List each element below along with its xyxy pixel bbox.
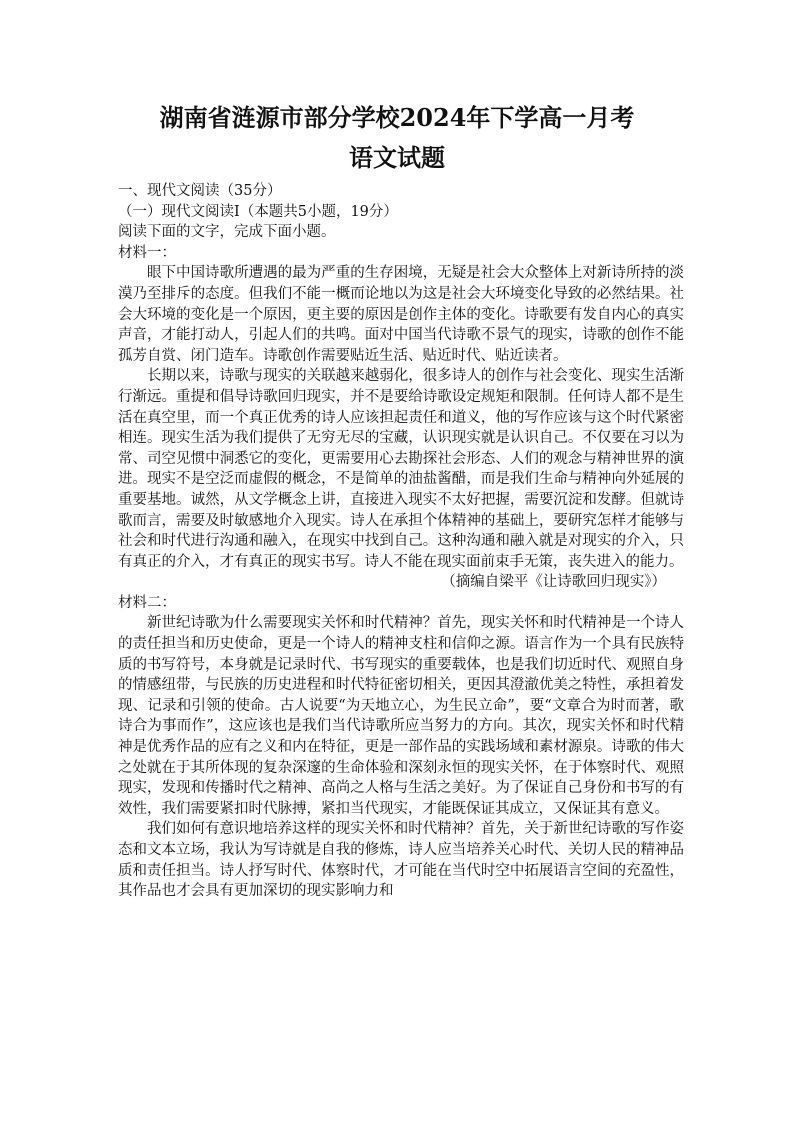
exam-content xyxy=(118,181,684,902)
reading-instruction: 阅读下面的文字，完成下面小题。 xyxy=(118,224,336,241)
subsection-heading: （一）现代文阅读Ⅰ（本题共5小题，19分） xyxy=(118,203,398,220)
exam-title: 湖南省涟源市部分学校2024年下学高一月考 xyxy=(159,103,635,132)
material-paragraph: 新世纪诗歌为什么需要现实关怀和时代精神？首先，现实关怀和时代精神是一个诗人的责任担当和历史使命，更是一个诗人的精神支柱和信仰之源。语言作为一个具有民族特质的书写符号，本身就是记录时代、书写现实的重要载体，也是我们切近时代、观照自身的情感纽带，与民族的历史进程和时代特征密切相关，更因其澄澈优美之特性，承担着发现、记录和引领的使命。古人说要“为天地立心，为生民立命”，要“文章合为时而著，歌诗合为事而作”，这应该也是我们当代诗歌所应当努力的方向。其次，现实关怀和时代精神是优秀作品的应有之义和内在特征，更是一部作品的实践场域和素材源泉。诗歌的伟大之处就在于其所体现的复杂深邃的生命体验和深刻永恒的现实关怀，在于体察时代、观照现实，发现和传播时代之精神、高尚之人格与生活之美好。为了保证自己身份和书写的有效性，我们需要紧扣时代脉搏，紧扣当代现实，才能既保证其成立，又保证其有意义。 xyxy=(118,615,684,817)
material-paragraph: 我们如何有意识地培养这样的现实关怀和时代精神？首先，关于新世纪诗歌的写作姿态和文本立场，我认为写诗就是自我的修炼，诗人应当培养关心时代、关切人民的精神品质和责任担当。诗人抒写时代、体察时代，才可能在当代时空中拓展语言空间的充盈性，其作品也才会具有更加深切的现实影响力和 xyxy=(118,821,684,900)
material-label: 材料二： xyxy=(118,594,176,611)
material-source: （摘编自梁平《让诗歌回归现实》） xyxy=(441,574,666,591)
material-paragraph: 长期以来，诗歌与现实的关联越来越弱化，很多诗人的创作与社会变化、现实生活渐行渐远。重提和倡导诗歌回归现实，并不是要给诗歌设定规矩和限制。任何诗人都不是生活在真空里，而一个真正优秀的诗人应该担起责任和道义，他的写作应该与这个时代紧密相连。现实生活为我们提供了无穷无尽的宝藏，认识现实就是认识自己。不仅要在习以为常、司空见惯中洞悉它的变化，更需要用心去勘探社会形态、人们的观念与精神世界的演进。现实不是空泛而虚假的概念，不是简单的油盐酱醋，而是我们生命与精神向外延展的重要基地。诚然，从文学概念上讲，直接进入现实不太好把握，需要沉淀和发酵。但就诗歌而言，需要及时敏感地介入现实。诗人在承担个体精神的基础上，要研究怎样才能够与社会和时代进行沟通和融入，在现实中找到自己。这种沟通和融入就是对现实的介入，只有真正的介入，才有真正的现实书写。诗人不能在现实面前束手无策，丧失进入的能力。 xyxy=(118,368,684,570)
material-label: 材料一： xyxy=(118,244,176,261)
material-paragraph: 眼下中国诗歌所遭遇的最为严重的生存困境，无疑是社会大众整体上对新诗所持的淡漠乃至排斥的态度。但我们不能一概而论地以为这是社会大环境变化导致的必然结果。社会大环境的变化是一个原因，更主要的原因是创作主体的变化。诗歌要有发自内心的真实声音，才能打动人，引起人们的共鸣。面对中国当代诗歌不景气的现实，诗歌的创作不能孤芳自赏、闭门造车。诗歌创作需要贴近生活、贴近时代、贴近读者。 xyxy=(118,265,684,364)
exam-subtitle: 语文试题 xyxy=(349,143,445,172)
section-heading: 一、现代文阅读（35分） xyxy=(118,183,282,199)
